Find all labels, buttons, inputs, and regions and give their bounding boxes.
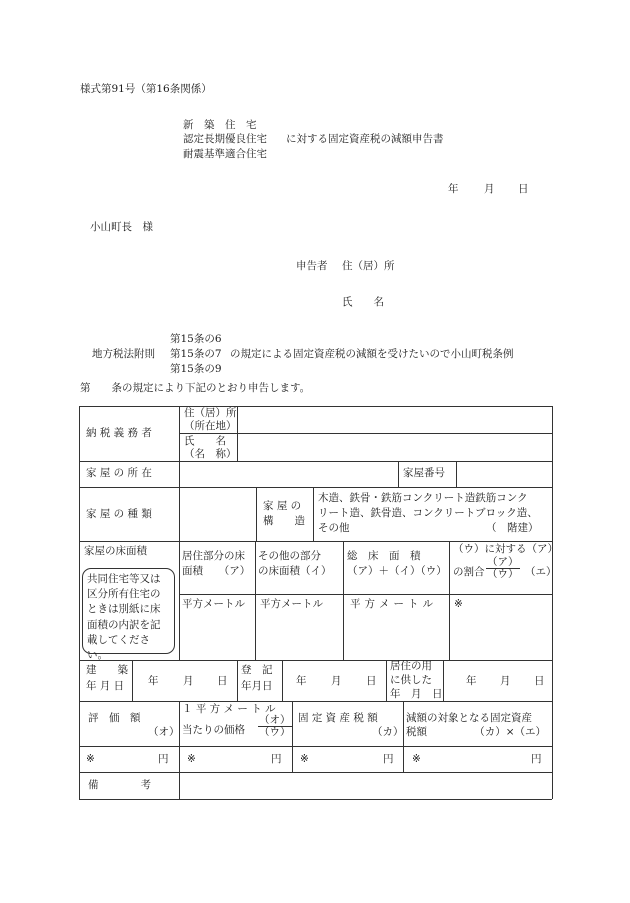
valuation-yen: 円: [158, 753, 169, 765]
form-number: 様式第91号（第16条関係）: [80, 83, 212, 95]
occupied-label-3: 年 月 日: [390, 688, 443, 700]
header-ratio-label: の割合: [453, 566, 485, 578]
addressee: 小山町長 様: [90, 221, 153, 233]
valuation-mark: ※: [86, 753, 95, 765]
note-line-4: 面積の内訳を記: [87, 618, 161, 631]
reduced-yen: 円: [531, 753, 542, 765]
date-day: 日: [518, 183, 529, 195]
registered-day[interactable]: 日: [366, 675, 377, 687]
built-year[interactable]: 年: [148, 675, 159, 687]
legal-article-2: 第15条の7: [170, 348, 222, 360]
kind-field[interactable]: [180, 488, 256, 541]
built-label-2: 年 月 日: [86, 680, 125, 692]
taxpayer-name-field[interactable]: [238, 434, 551, 461]
occupied-year[interactable]: 年: [466, 675, 477, 687]
taxpayer-address-sub: （所在地）: [184, 420, 237, 432]
floor-area-note: [82, 568, 175, 662]
note-line-2: 区分所有住宅の: [87, 588, 161, 601]
built-day[interactable]: 日: [217, 675, 228, 687]
floors-label: （ 階建）: [486, 522, 539, 534]
note-line-1: 共同住宅等又は: [87, 573, 161, 585]
note-line-3: ときは別紙に床: [87, 603, 161, 616]
date-year: 年: [448, 183, 459, 195]
header-other-1: その他の部分: [258, 550, 321, 562]
built-label-1: 建 築: [86, 664, 128, 676]
unit-total: 平方メートル: [350, 598, 437, 610]
registered-label-2: 年月日: [241, 680, 273, 692]
header-residential-1: 居住部分の床: [182, 550, 245, 562]
built-month[interactable]: 月: [183, 675, 194, 687]
remarks-label: 備 考: [88, 779, 151, 791]
structure-option-2: リート造、鉄骨造、コンクリートブロック造、: [318, 507, 538, 519]
other-area-field[interactable]: [256, 612, 343, 660]
unit-residential: 平方メートル: [182, 598, 245, 610]
structure-option-3: その他: [318, 522, 350, 534]
per-sqm-numerator: （オ）: [259, 714, 291, 726]
registered-label-1: 登 記: [241, 664, 273, 676]
occupied-month[interactable]: 月: [500, 675, 511, 687]
per-sqm-denominator: （ウ）: [259, 726, 291, 739]
applicant-label: 申告者: [296, 260, 328, 272]
title-line-3: 耐震基準適合住宅: [183, 148, 267, 160]
per-sqm-fraction: [258, 715, 292, 738]
location-field[interactable]: [180, 462, 398, 487]
taxpayer-name-label: 氏 名: [184, 435, 226, 447]
reduced-label-1: 減額の対象となる固定資産: [406, 712, 532, 724]
residential-area-field[interactable]: [180, 612, 255, 660]
header-other-2: の床面積（イ）: [258, 565, 332, 577]
structure-option-1: 木造、鉄骨・鉄筋コンクリート造鉄筋コンク: [318, 492, 528, 504]
taxpayer-name-sub: （名 称）: [184, 448, 237, 460]
title-suffix: に対する固定資産税の減額申告書: [286, 133, 444, 145]
applicant-name-label: 氏 名: [342, 296, 384, 308]
ratio-denominator: （ウ）: [487, 568, 519, 581]
per-sqm-yen: 円: [271, 753, 282, 765]
legal-article-1: 第15条の6: [170, 333, 222, 345]
occupied-label-2: に供した: [390, 674, 432, 686]
title-line-1: 新 築 住 宅: [183, 119, 257, 131]
structure-label-2: 構 造: [263, 515, 305, 527]
date-month: 月: [484, 183, 495, 195]
tax-mark: ※: [300, 753, 309, 765]
occupied-day[interactable]: 日: [534, 675, 545, 687]
registered-month[interactable]: 月: [331, 675, 342, 687]
unit-other: 平方メートル: [260, 598, 323, 610]
taxpayer-label: 納 税 義 務 者: [86, 427, 152, 439]
floor-area-label: 家屋の床面積: [84, 545, 147, 557]
occupied-label-1: 居住の用: [390, 660, 432, 672]
taxpayer-address-label: 住（居）所: [184, 407, 237, 419]
tax-yen: 円: [383, 753, 394, 765]
title-line-2: 認定長期優良住宅: [183, 133, 267, 145]
remarks-field[interactable]: [180, 773, 551, 799]
ratio-mark: ※: [454, 598, 463, 610]
note-line-5: 載してください。: [87, 633, 150, 662]
location-label: 家 屋 の 所 在: [86, 467, 152, 479]
total-area-field[interactable]: [344, 612, 449, 660]
structure-label-1: 家 屋 の: [263, 500, 302, 512]
per-sqm-mark: ※: [187, 753, 196, 765]
valuation-label-sub: （オ）: [148, 726, 180, 738]
applicant-address-label: 住（居）所: [342, 260, 395, 272]
header-residential-2: 面積 （ア）: [182, 565, 251, 577]
kind-label: 家 屋 の 種 類: [86, 508, 152, 520]
valuation-field[interactable]: [80, 747, 179, 772]
per-sqm-label-2: 当たりの価格: [182, 724, 245, 736]
per-sqm-field[interactable]: [180, 747, 292, 772]
registered-year[interactable]: 年: [296, 675, 307, 687]
header-total-1: 総 床 面 積: [347, 550, 421, 562]
ratio-field[interactable]: [450, 612, 551, 660]
reduced-mark: ※: [412, 753, 421, 765]
header-ratio-1: （ウ）に対する（ア）: [453, 543, 558, 555]
valuation-label: 評 価 額: [88, 712, 141, 724]
per-sqm-label-1: １ 平 方 メ ー ト ル: [182, 703, 276, 715]
legal-text: の規定による固定資産税の減額を受けたいので小山町税条例: [230, 348, 514, 360]
reduced-field[interactable]: [404, 747, 551, 772]
header-ratio-suffix: （エ）: [525, 566, 557, 578]
ratio-fraction: [486, 557, 520, 580]
tax-field[interactable]: [293, 747, 403, 772]
house-number-label: 家屋番号: [403, 467, 445, 479]
tax-label-sub: （カ）: [372, 726, 404, 738]
legal-article-3: 第15条の9: [170, 363, 222, 375]
reduced-label-2: 税額 （カ）×（エ）: [406, 726, 547, 738]
legal-line-2: 第 条の規定により下記のとおり申告します。: [80, 382, 311, 394]
legal-prefix: 地方税法附則: [92, 348, 155, 360]
header-total-2: （ア）＋（イ）（ウ）: [347, 565, 447, 577]
tax-label: 固 定 資 産 税 額: [298, 712, 378, 724]
taxpayer-address-field[interactable]: [238, 407, 551, 433]
house-number-field[interactable]: [457, 462, 551, 487]
ratio-numerator: （ア）: [487, 556, 519, 568]
